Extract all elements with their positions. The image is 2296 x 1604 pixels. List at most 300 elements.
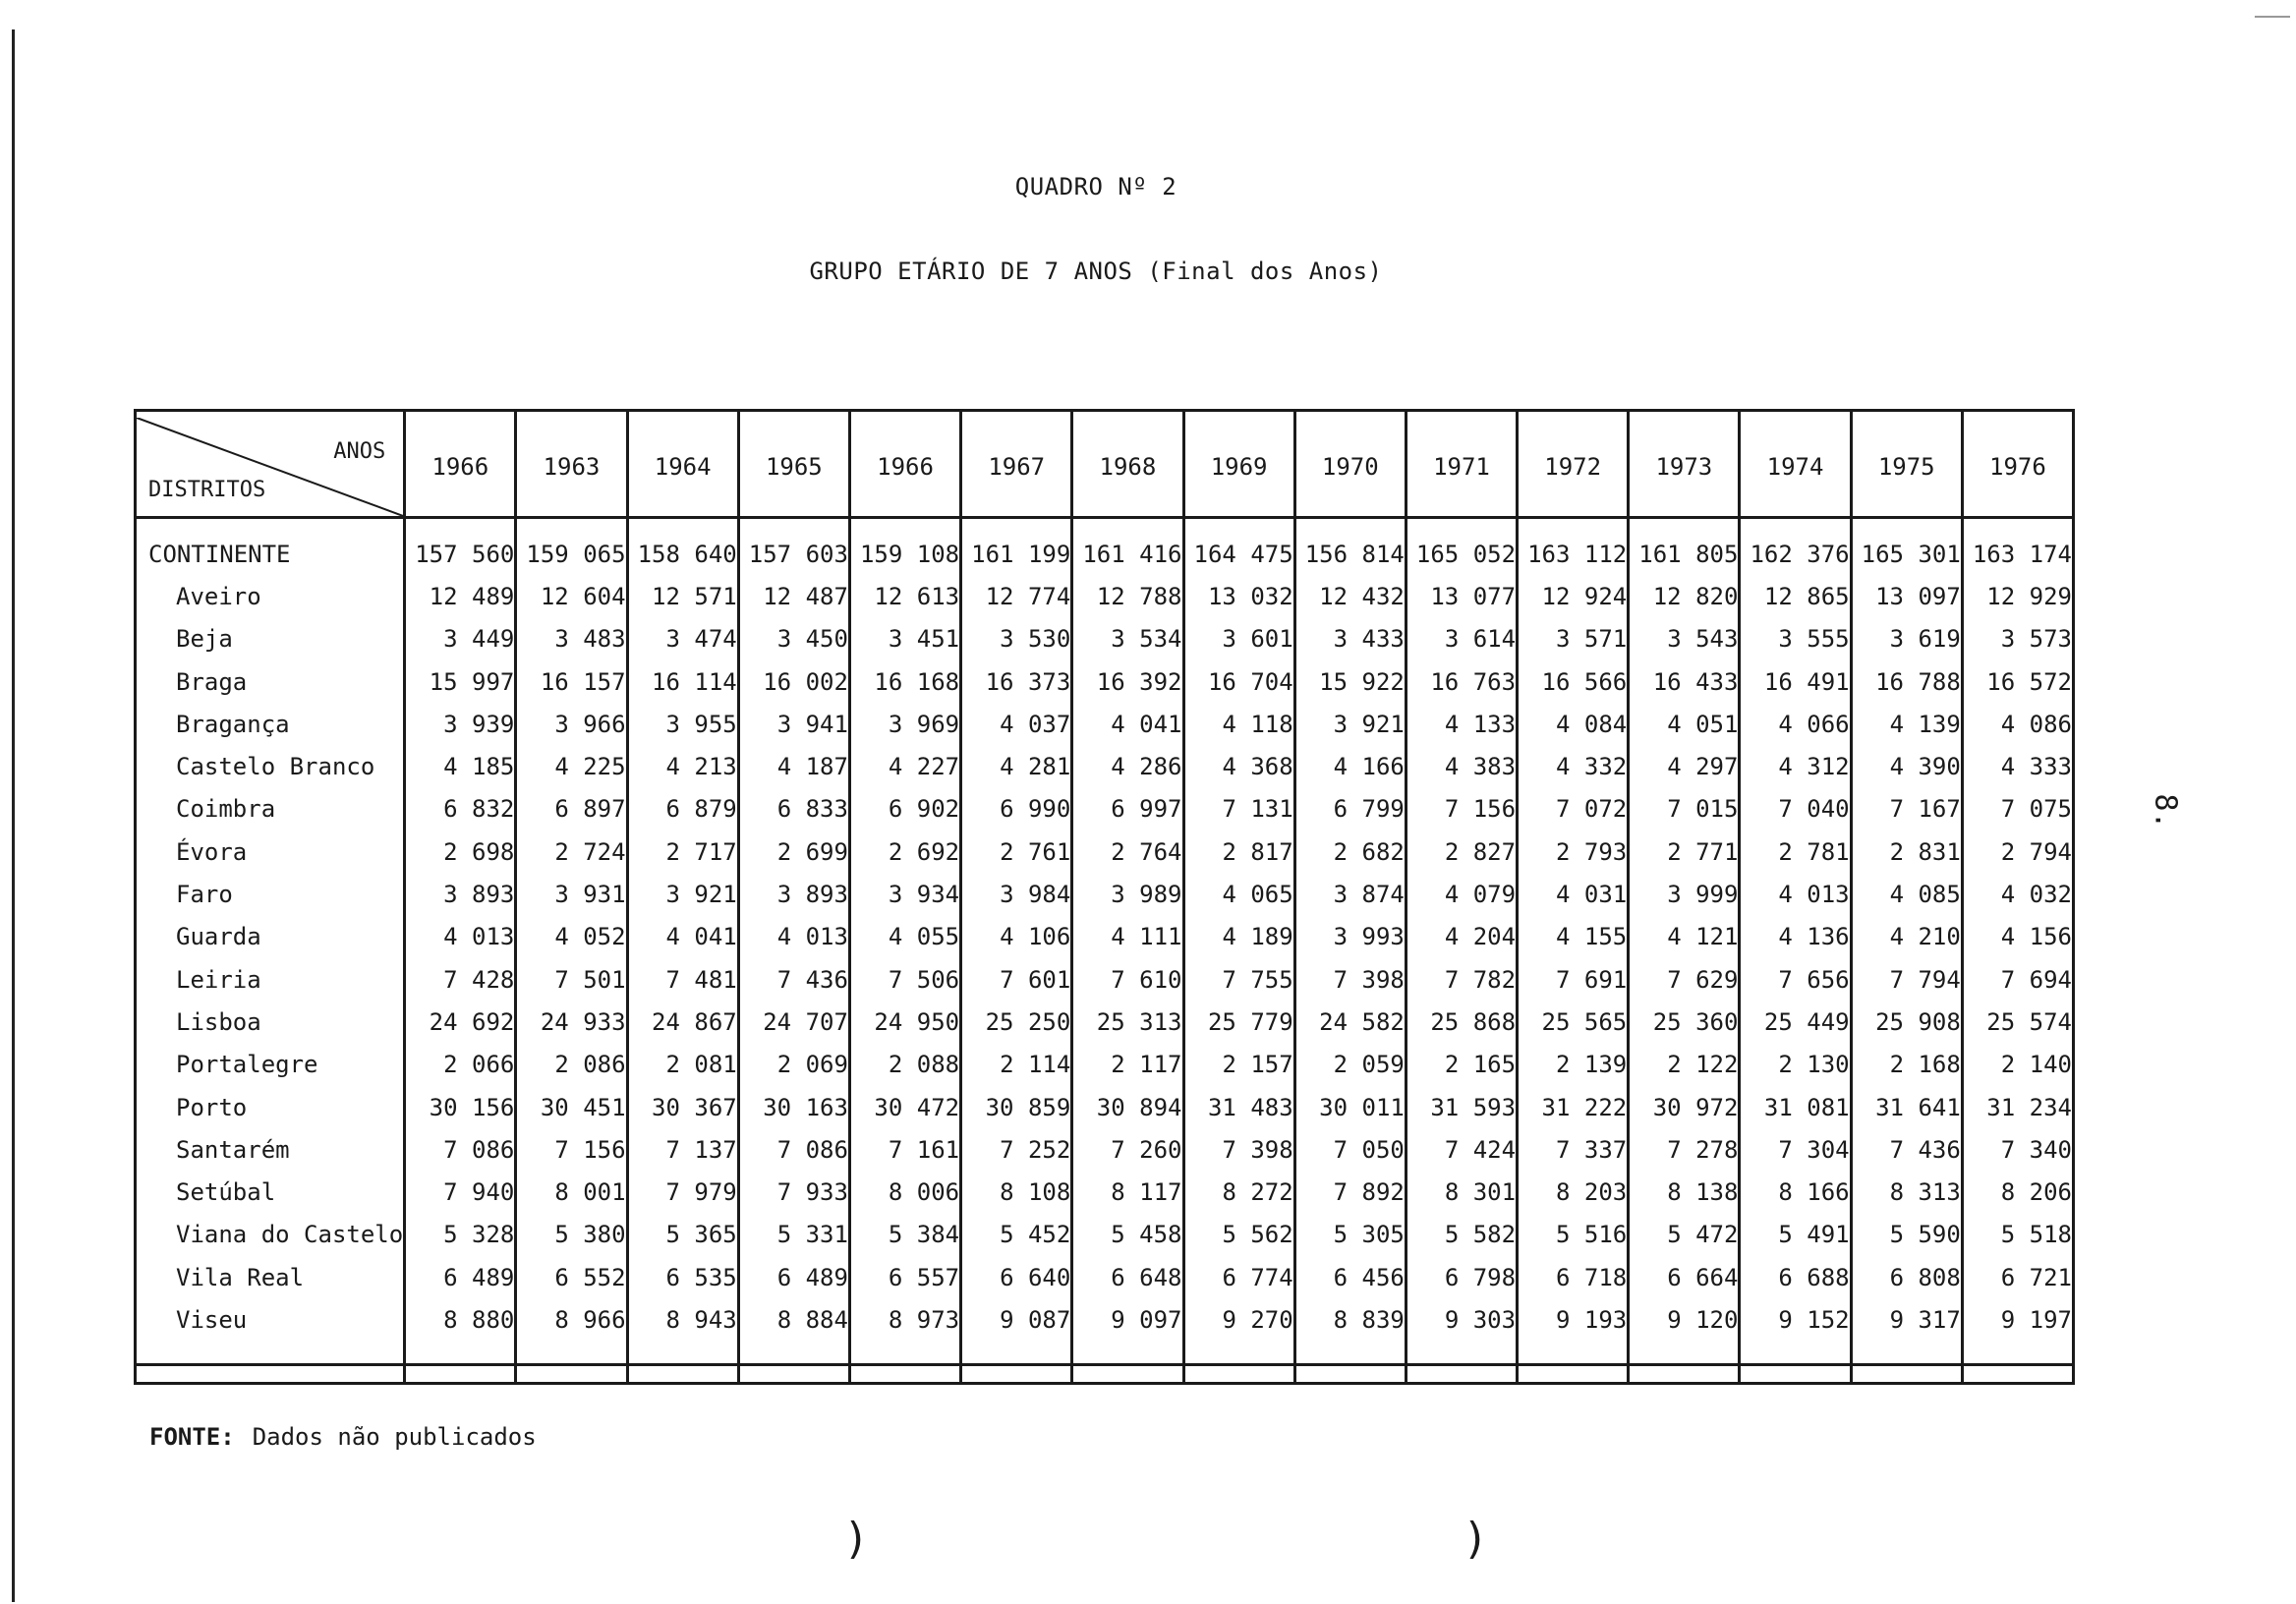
- value-cell: 2 717: [627, 831, 738, 873]
- district-name: Beja: [136, 618, 405, 660]
- value-cell: 9 120: [1629, 1298, 1740, 1364]
- table-row: [136, 1256, 2074, 1298]
- value-cell: 2 165: [1406, 1044, 1517, 1086]
- value-cell: 5 491: [1740, 1214, 1851, 1256]
- value-cell: 5 472: [1629, 1214, 1740, 1256]
- district-name: Braga: [136, 660, 405, 703]
- value-cell: 161 805: [1629, 518, 1740, 576]
- value-cell: 7 278: [1629, 1128, 1740, 1171]
- value-cell: 12 613: [849, 575, 960, 617]
- year-header: 1974: [1740, 418, 1851, 518]
- value-cell: 5 328: [405, 1214, 516, 1256]
- year-header: 1970: [1294, 418, 1406, 518]
- footer-rule-cell: [627, 1364, 738, 1383]
- closing-parenthesis-right: ): [1463, 1514, 1489, 1564]
- header-rule-cell: [738, 411, 849, 419]
- value-cell: 25 779: [1183, 1001, 1294, 1043]
- header-rule-cell: [1851, 411, 1962, 419]
- value-cell: 4 185: [405, 745, 516, 787]
- value-cell: 3 984: [961, 873, 1072, 915]
- value-cell: 16 788: [1851, 660, 1962, 703]
- year-header: 1973: [1629, 418, 1740, 518]
- value-cell: 163 174: [1962, 518, 2073, 576]
- value-cell: 16 566: [1518, 660, 1629, 703]
- value-cell: 3 989: [1072, 873, 1183, 915]
- value-cell: 2 827: [1406, 831, 1517, 873]
- value-cell: 7 629: [1629, 958, 1740, 1001]
- value-cell: 2 781: [1740, 831, 1851, 873]
- table-row: [136, 1171, 2074, 1213]
- value-cell: 8 108: [961, 1171, 1072, 1213]
- value-cell: 13 097: [1851, 575, 1962, 617]
- table-row: [136, 1214, 2074, 1256]
- value-cell: 3 969: [849, 703, 960, 745]
- value-cell: 7 398: [1294, 958, 1406, 1001]
- value-cell: 8 117: [1072, 1171, 1183, 1213]
- value-cell: 3 571: [1518, 618, 1629, 660]
- value-cell: 4 187: [738, 745, 849, 787]
- header-rule-cell: [1406, 411, 1517, 419]
- footer-rule-cell: [738, 1364, 849, 1383]
- value-cell: 9 152: [1740, 1298, 1851, 1364]
- value-cell: 3 449: [405, 618, 516, 660]
- value-cell: 2 088: [849, 1044, 960, 1086]
- value-cell: 7 481: [627, 958, 738, 1001]
- value-cell: 4 121: [1629, 916, 1740, 958]
- year-header: 1967: [961, 418, 1072, 518]
- table-bottom-rule: [136, 1364, 2074, 1383]
- value-cell: 4 051: [1629, 703, 1740, 745]
- value-cell: 8 301: [1406, 1171, 1517, 1213]
- value-cell: 2 692: [849, 831, 960, 873]
- value-cell: 3 483: [516, 618, 627, 660]
- value-cell: 7 940: [405, 1171, 516, 1213]
- year-header: 1976: [1962, 418, 2073, 518]
- value-cell: 2 831: [1851, 831, 1962, 873]
- value-cell: 2 130: [1740, 1044, 1851, 1086]
- value-cell: 24 692: [405, 1001, 516, 1043]
- value-cell: 7 436: [738, 958, 849, 1001]
- value-cell: 16 114: [627, 660, 738, 703]
- value-cell: 8 943: [627, 1298, 738, 1364]
- footer-rule-cell: [1518, 1364, 1629, 1383]
- value-cell: 24 933: [516, 1001, 627, 1043]
- value-cell: 6 774: [1183, 1256, 1294, 1298]
- table-row: [136, 1128, 2074, 1171]
- district-name: Évora: [136, 831, 405, 873]
- value-cell: 4 189: [1183, 916, 1294, 958]
- value-cell: 12 924: [1518, 575, 1629, 617]
- value-cell: 4 041: [1072, 703, 1183, 745]
- value-cell: 2 817: [1183, 831, 1294, 873]
- value-cell: 30 011: [1294, 1086, 1406, 1128]
- table-row: [136, 1001, 2074, 1043]
- value-cell: 7 601: [961, 958, 1072, 1001]
- header-rule-cell: [627, 411, 738, 419]
- value-cell: 5 380: [516, 1214, 627, 1256]
- value-cell: 5 458: [1072, 1214, 1183, 1256]
- value-cell: 2 793: [1518, 831, 1629, 873]
- value-cell: 6 799: [1294, 788, 1406, 831]
- value-cell: 9 317: [1851, 1298, 1962, 1364]
- value-cell: 7 086: [738, 1128, 849, 1171]
- value-cell: 12 865: [1740, 575, 1851, 617]
- value-cell: 4 332: [1518, 745, 1629, 787]
- value-cell: 2 066: [405, 1044, 516, 1086]
- header-rule-cell: [136, 411, 405, 419]
- value-cell: 2 761: [961, 831, 1072, 873]
- district-name: Faro: [136, 873, 405, 915]
- value-cell: 8 138: [1629, 1171, 1740, 1213]
- value-cell: 3 921: [627, 873, 738, 915]
- value-cell: 4 210: [1851, 916, 1962, 958]
- value-cell: 6 832: [405, 788, 516, 831]
- footer-rule-cell: [1740, 1364, 1851, 1383]
- value-cell: 31 483: [1183, 1086, 1294, 1128]
- value-cell: 4 052: [516, 916, 627, 958]
- value-cell: 3 939: [405, 703, 516, 745]
- value-cell: 2 724: [516, 831, 627, 873]
- value-cell: 7 015: [1629, 788, 1740, 831]
- corner-mark: [2255, 16, 2290, 18]
- value-cell: 30 859: [961, 1086, 1072, 1128]
- district-name: Coimbra: [136, 788, 405, 831]
- value-cell: 6 879: [627, 788, 738, 831]
- value-cell: 4 368: [1183, 745, 1294, 787]
- value-cell: 16 763: [1406, 660, 1517, 703]
- value-cell: 9 087: [961, 1298, 1072, 1364]
- table-row: [136, 788, 2074, 831]
- value-cell: 8 966: [516, 1298, 627, 1364]
- value-cell: 5 452: [961, 1214, 1072, 1256]
- value-cell: 30 894: [1072, 1086, 1183, 1128]
- value-cell: 16 572: [1962, 660, 2073, 703]
- value-cell: 5 516: [1518, 1214, 1629, 1256]
- value-cell: 24 582: [1294, 1001, 1406, 1043]
- value-cell: 6 897: [516, 788, 627, 831]
- value-cell: 6 808: [1851, 1256, 1962, 1298]
- year-header: 1963: [516, 418, 627, 518]
- value-cell: 25 908: [1851, 1001, 1962, 1043]
- table-row: [136, 518, 2074, 576]
- value-cell: 2 698: [405, 831, 516, 873]
- table-body: [136, 518, 2074, 1365]
- value-cell: 16 168: [849, 660, 960, 703]
- value-cell: 164 475: [1183, 518, 1294, 576]
- district-name: Viana do Castelo: [136, 1214, 405, 1256]
- header-top-rule: [136, 411, 2074, 419]
- value-cell: 6 997: [1072, 788, 1183, 831]
- table-row: [136, 873, 2074, 915]
- footer-rule-cell: [1072, 1364, 1183, 1383]
- value-cell: 7 694: [1962, 958, 2073, 1001]
- value-cell: 4 225: [516, 745, 627, 787]
- value-cell: 9 303: [1406, 1298, 1517, 1364]
- value-cell: 6 902: [849, 788, 960, 831]
- value-cell: 165 052: [1406, 518, 1517, 576]
- value-cell: 7 506: [849, 958, 960, 1001]
- year-header: 1968: [1072, 418, 1183, 518]
- value-cell: 4 139: [1851, 703, 1962, 745]
- value-cell: 8 166: [1740, 1171, 1851, 1213]
- value-cell: 2 122: [1629, 1044, 1740, 1086]
- header-rule-cell: [961, 411, 1072, 419]
- value-cell: 4 281: [961, 745, 1072, 787]
- value-cell: 7 050: [1294, 1128, 1406, 1171]
- value-cell: 165 301: [1851, 518, 1962, 576]
- district-name: Lisboa: [136, 1001, 405, 1043]
- value-cell: 12 788: [1072, 575, 1183, 617]
- value-cell: 3 931: [516, 873, 627, 915]
- header-rule-cell: [1072, 411, 1183, 419]
- district-name: Castelo Branco: [136, 745, 405, 787]
- value-cell: 5 365: [627, 1214, 738, 1256]
- value-cell: 7 161: [849, 1128, 960, 1171]
- value-cell: 7 072: [1518, 788, 1629, 831]
- value-cell: 4 031: [1518, 873, 1629, 915]
- header-rule-cell: [1294, 411, 1406, 419]
- value-cell: 7 892: [1294, 1171, 1406, 1213]
- value-cell: 6 721: [1962, 1256, 2073, 1298]
- value-cell: 25 313: [1072, 1001, 1183, 1043]
- value-cell: 4 227: [849, 745, 960, 787]
- value-cell: 4 106: [961, 916, 1072, 958]
- footer-rule-cell: [961, 1364, 1072, 1383]
- value-cell: 7 428: [405, 958, 516, 1001]
- value-cell: 158 640: [627, 518, 738, 576]
- value-cell: 4 013: [405, 916, 516, 958]
- value-cell: 6 664: [1629, 1256, 1740, 1298]
- value-cell: 2 081: [627, 1044, 738, 1086]
- source-note: [149, 1423, 537, 1451]
- value-cell: 12 929: [1962, 575, 2073, 617]
- value-cell: 7 610: [1072, 958, 1183, 1001]
- year-header: 1964: [627, 418, 738, 518]
- value-cell: 2 794: [1962, 831, 2073, 873]
- value-cell: 4 032: [1962, 873, 2073, 915]
- value-cell: 6 552: [516, 1256, 627, 1298]
- value-cell: 13 077: [1406, 575, 1517, 617]
- value-cell: 2 764: [1072, 831, 1183, 873]
- value-cell: 30 472: [849, 1086, 960, 1128]
- value-cell: 7 252: [961, 1128, 1072, 1171]
- value-cell: 12 604: [516, 575, 627, 617]
- value-cell: 3 999: [1629, 873, 1740, 915]
- data-table: [134, 409, 2075, 1385]
- document-title: QUADRO Nº 2: [1014, 173, 1177, 200]
- value-cell: 4 085: [1851, 873, 1962, 915]
- value-cell: 30 156: [405, 1086, 516, 1128]
- value-cell: 6 489: [405, 1256, 516, 1298]
- value-cell: 30 163: [738, 1086, 849, 1128]
- value-cell: 7 156: [516, 1128, 627, 1171]
- value-cell: 2 114: [961, 1044, 1072, 1086]
- value-cell: 7 040: [1740, 788, 1851, 831]
- value-cell: 5 518: [1962, 1214, 2073, 1256]
- value-cell: 2 059: [1294, 1044, 1406, 1086]
- value-cell: 7 501: [516, 958, 627, 1001]
- value-cell: 2 069: [738, 1044, 849, 1086]
- value-cell: 4 055: [849, 916, 960, 958]
- footer-rule-cell: [1629, 1364, 1740, 1383]
- value-cell: 5 305: [1294, 1214, 1406, 1256]
- value-cell: 6 456: [1294, 1256, 1406, 1298]
- value-cell: 16 433: [1629, 660, 1740, 703]
- value-cell: 6 535: [627, 1256, 738, 1298]
- year-header: 1972: [1518, 418, 1629, 518]
- value-cell: 6 688: [1740, 1256, 1851, 1298]
- value-cell: 16 392: [1072, 660, 1183, 703]
- header-rule-cell: [516, 411, 627, 419]
- value-cell: 16 704: [1183, 660, 1294, 703]
- value-cell: 3 451: [849, 618, 960, 660]
- value-cell: 12 571: [627, 575, 738, 617]
- header-rule-cell: [849, 411, 960, 419]
- district-name: Viseu: [136, 1298, 405, 1364]
- value-cell: 6 798: [1406, 1256, 1517, 1298]
- value-cell: 2 157: [1183, 1044, 1294, 1086]
- value-cell: 5 331: [738, 1214, 849, 1256]
- table-row: [136, 916, 2074, 958]
- year-header: 1971: [1406, 418, 1517, 518]
- value-cell: 157 603: [738, 518, 849, 576]
- value-cell: 7 131: [1183, 788, 1294, 831]
- value-cell: 157 560: [405, 518, 516, 576]
- footer-rule-cell: [1851, 1364, 1962, 1383]
- value-cell: 7 656: [1740, 958, 1851, 1001]
- value-cell: 3 614: [1406, 618, 1517, 660]
- value-cell: 3 573: [1962, 618, 2073, 660]
- value-cell: 9 097: [1072, 1298, 1183, 1364]
- source-label: FONTE:: [149, 1423, 235, 1451]
- footer-rule-cell: [1183, 1364, 1294, 1383]
- source-text: Dados não publicados: [252, 1423, 537, 1451]
- value-cell: 6 648: [1072, 1256, 1183, 1298]
- value-cell: 16 373: [961, 660, 1072, 703]
- district-name: CONTINENTE: [136, 518, 405, 576]
- document-subtitle: GRUPO ETÁRIO DE 7 ANOS (Final dos Anos): [809, 258, 1383, 285]
- value-cell: 3 474: [627, 618, 738, 660]
- value-cell: 2 699: [738, 831, 849, 873]
- value-cell: 12 432: [1294, 575, 1406, 617]
- header-rule-cell: [1518, 411, 1629, 419]
- value-cell: 3 619: [1851, 618, 1962, 660]
- table-row: [136, 958, 2074, 1001]
- value-cell: 163 112: [1518, 518, 1629, 576]
- value-cell: 8 001: [516, 1171, 627, 1213]
- year-header: 1966: [849, 418, 960, 518]
- value-cell: 4 297: [1629, 745, 1740, 787]
- value-cell: 4 133: [1406, 703, 1517, 745]
- value-cell: 9 193: [1518, 1298, 1629, 1364]
- value-cell: 7 086: [405, 1128, 516, 1171]
- district-name: Aveiro: [136, 575, 405, 617]
- table-row: [136, 660, 2074, 703]
- value-cell: 3 543: [1629, 618, 1740, 660]
- header-rule-cell: [1962, 411, 2073, 419]
- value-cell: 8 206: [1962, 1171, 2073, 1213]
- value-cell: 13 032: [1183, 575, 1294, 617]
- value-cell: 4 390: [1851, 745, 1962, 787]
- value-cell: 30 972: [1629, 1086, 1740, 1128]
- value-cell: 3 941: [738, 703, 849, 745]
- value-cell: 2 117: [1072, 1044, 1183, 1086]
- value-cell: 3 893: [738, 873, 849, 915]
- value-cell: 6 990: [961, 788, 1072, 831]
- district-name: Guarda: [136, 916, 405, 958]
- value-cell: 159 108: [849, 518, 960, 576]
- value-cell: 3 921: [1294, 703, 1406, 745]
- value-cell: 8 839: [1294, 1298, 1406, 1364]
- table-row: [136, 575, 2074, 617]
- district-name: Leiria: [136, 958, 405, 1001]
- table-row: [136, 1298, 2074, 1364]
- value-cell: 4 079: [1406, 873, 1517, 915]
- value-cell: 25 449: [1740, 1001, 1851, 1043]
- year-header: 1975: [1851, 418, 1962, 518]
- footer-rule-cell: [849, 1364, 960, 1383]
- value-cell: 25 250: [961, 1001, 1072, 1043]
- value-cell: 7 398: [1183, 1128, 1294, 1171]
- header-rule-cell: [1629, 411, 1740, 419]
- value-cell: 4 204: [1406, 916, 1517, 958]
- value-cell: 24 950: [849, 1001, 960, 1043]
- value-cell: 25 574: [1962, 1001, 2073, 1043]
- value-cell: 4 213: [627, 745, 738, 787]
- value-cell: 9 270: [1183, 1298, 1294, 1364]
- value-cell: 12 487: [738, 575, 849, 617]
- value-cell: 2 771: [1629, 831, 1740, 873]
- value-cell: 12 820: [1629, 575, 1740, 617]
- value-cell: 31 222: [1518, 1086, 1629, 1128]
- value-cell: 5 590: [1851, 1214, 1962, 1256]
- corner-districts-label: DISTRITOS: [148, 478, 266, 502]
- value-cell: 8 880: [405, 1298, 516, 1364]
- footer-rule-cell: [1406, 1364, 1517, 1383]
- value-cell: 162 376: [1740, 518, 1851, 576]
- value-cell: 24 867: [627, 1001, 738, 1043]
- page-number: 8.: [2148, 793, 2183, 830]
- value-cell: 3 874: [1294, 873, 1406, 915]
- value-cell: 12 489: [405, 575, 516, 617]
- year-header: 1966: [405, 418, 516, 518]
- value-cell: 3 450: [738, 618, 849, 660]
- district-name: Setúbal: [136, 1171, 405, 1213]
- value-cell: 3 934: [849, 873, 960, 915]
- value-cell: 4 037: [961, 703, 1072, 745]
- value-cell: 8 203: [1518, 1171, 1629, 1213]
- value-cell: 7 337: [1518, 1128, 1629, 1171]
- value-cell: 25 360: [1629, 1001, 1740, 1043]
- year-header: 1965: [738, 418, 849, 518]
- value-cell: 8 313: [1851, 1171, 1962, 1213]
- footer-rule-cell: [516, 1364, 627, 1383]
- value-cell: 7 782: [1406, 958, 1517, 1001]
- value-cell: 12 774: [961, 575, 1072, 617]
- value-cell: 4 013: [738, 916, 849, 958]
- value-cell: 8 884: [738, 1298, 849, 1364]
- value-cell: 3 993: [1294, 916, 1406, 958]
- value-cell: 6 489: [738, 1256, 849, 1298]
- table-row: [136, 831, 2074, 873]
- value-cell: 2 140: [1962, 1044, 2073, 1086]
- value-cell: 7 156: [1406, 788, 1517, 831]
- value-cell: 2 139: [1518, 1044, 1629, 1086]
- value-cell: 3 601: [1183, 618, 1294, 660]
- value-cell: 4 084: [1518, 703, 1629, 745]
- value-cell: 15 997: [405, 660, 516, 703]
- value-cell: 4 286: [1072, 745, 1183, 787]
